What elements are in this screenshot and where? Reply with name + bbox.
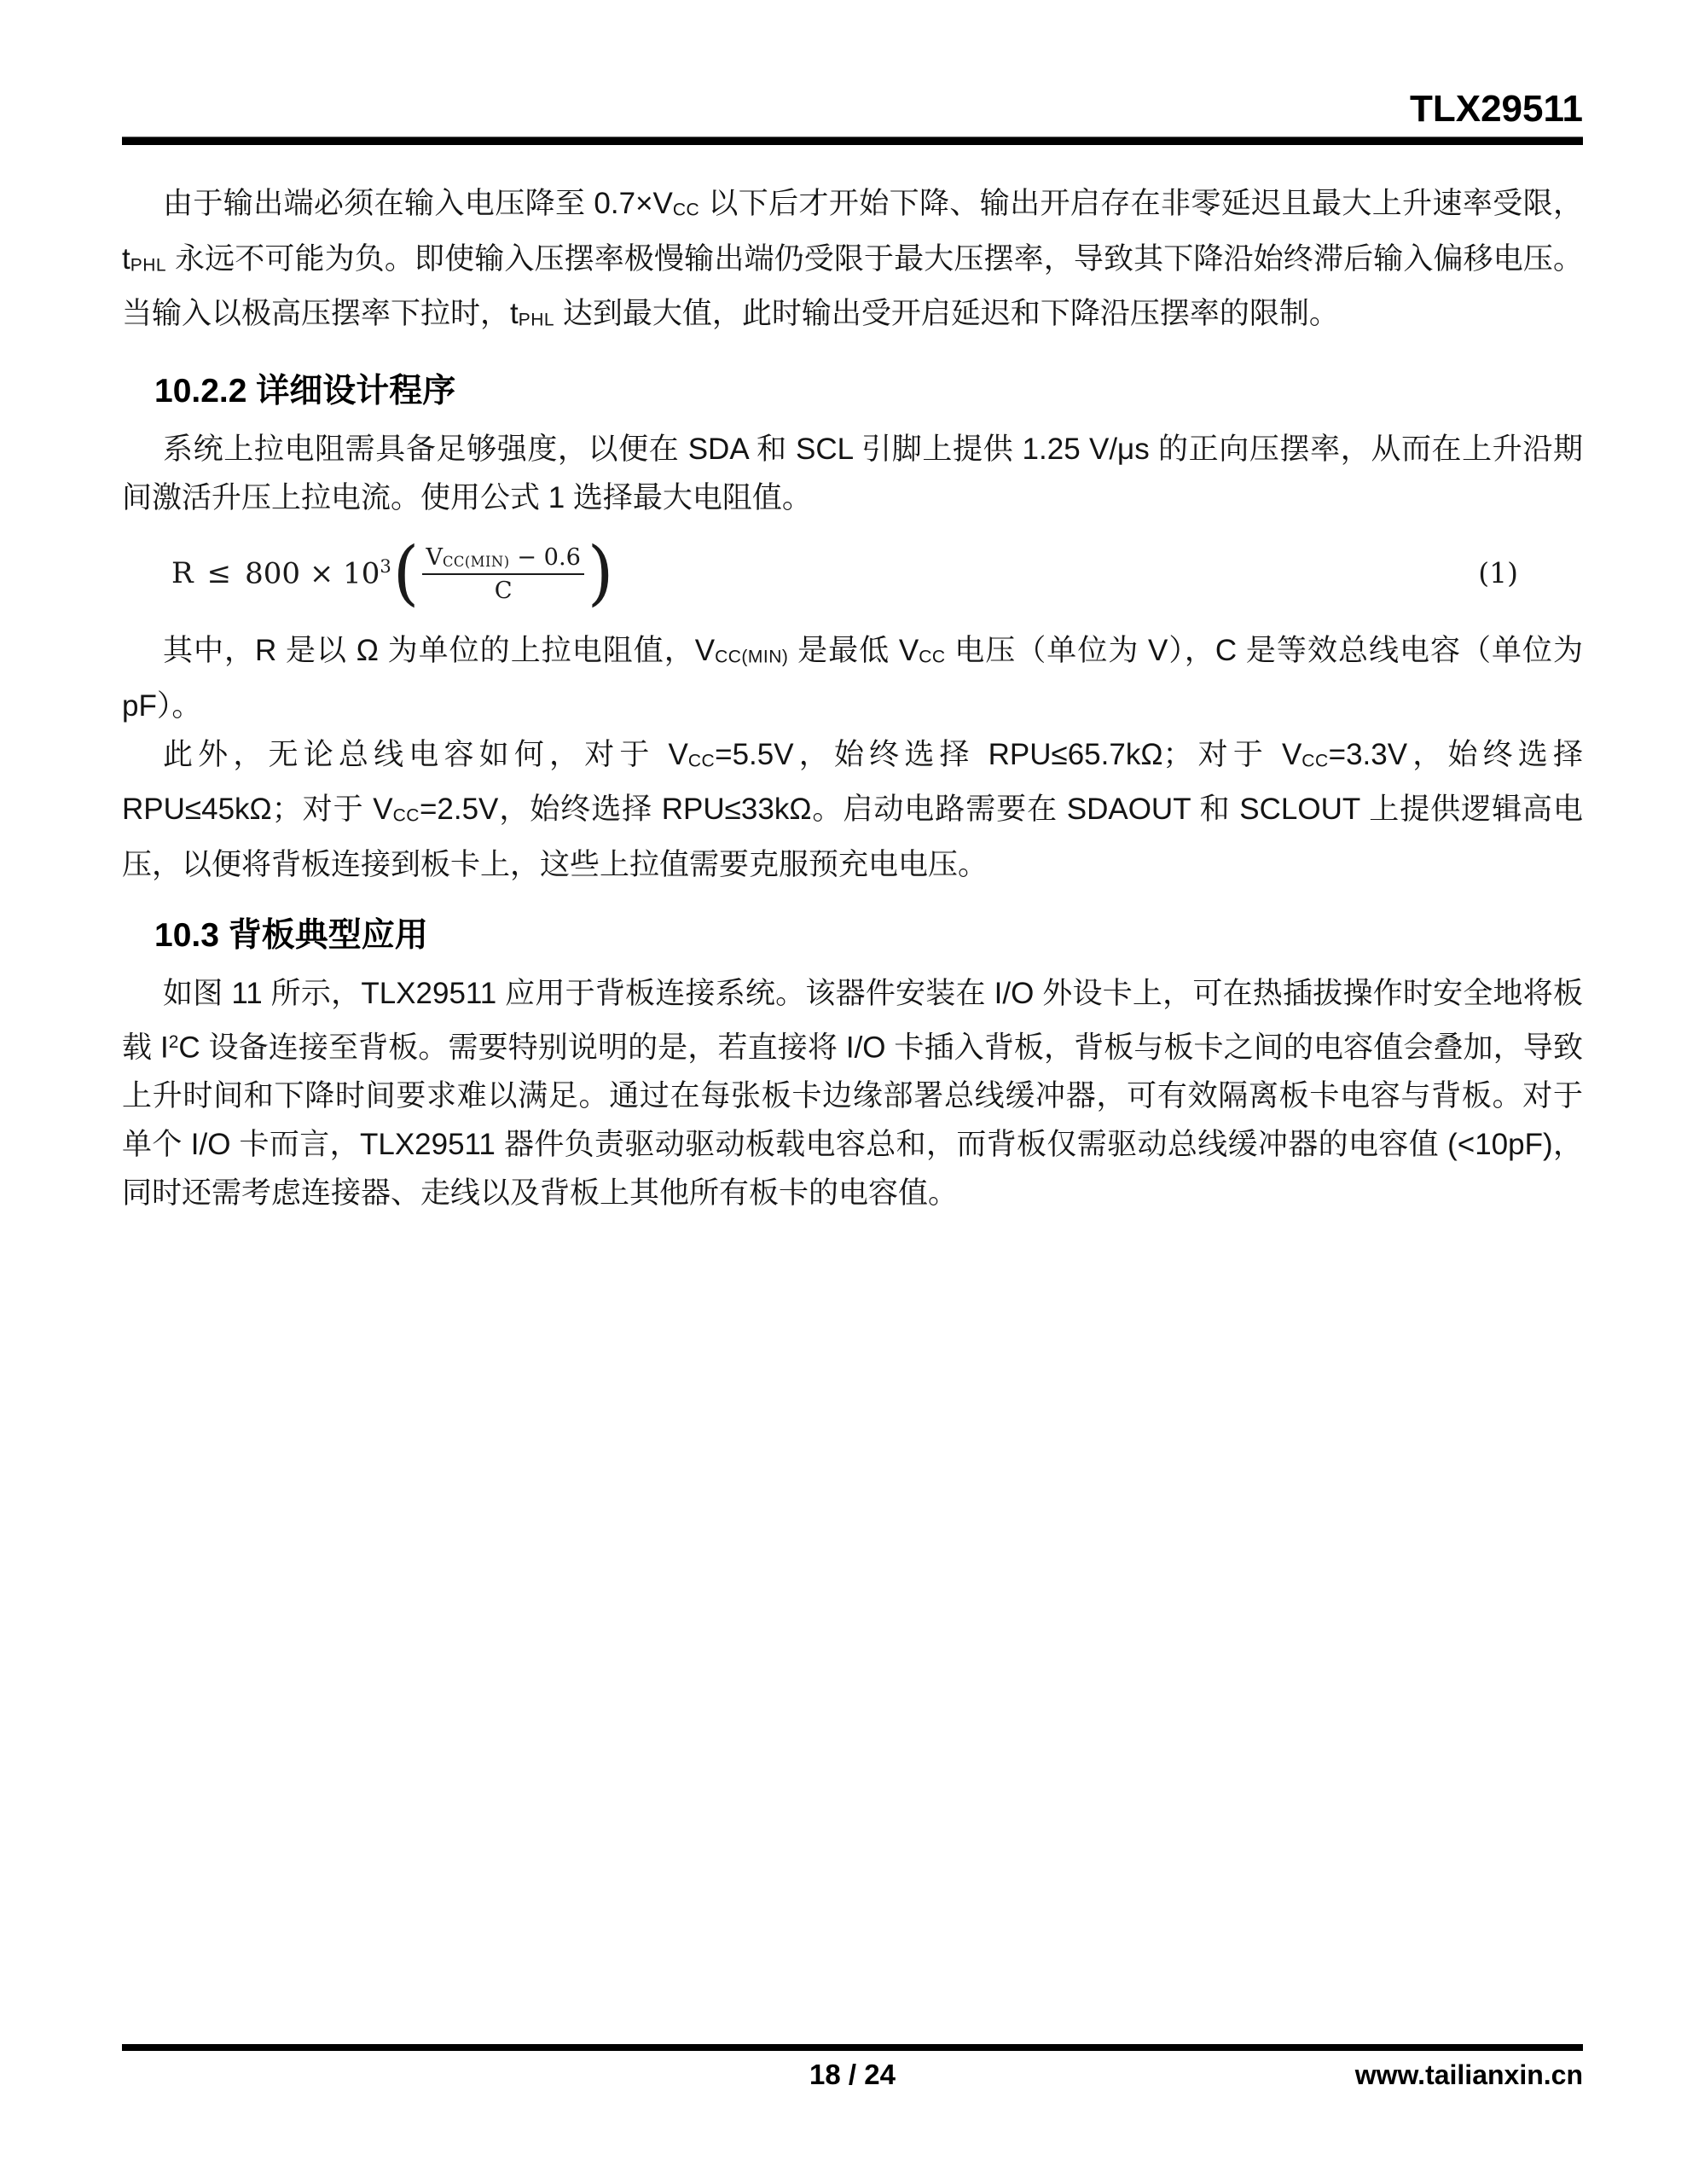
numerator-subscript: CC(MIN) xyxy=(442,553,510,570)
paragraph-rpu-limits: 此外，无论总线电容如何，对于 VCC=5.5V，始终选择 RPU≤65.7kΩ；对于 VCC=3.3V，始终选择 RPU≤45kΩ；对于 VCC=2.5V，始终选择 RPU≤33kΩ。启动电路需要在 SDAOUT 和 SCLOUT 上提供逻辑高电压，以便将背板连接到板卡上，这些上拉值需要克服预充电电压。 xyxy=(122,737,1583,881)
equation-coefficient: $800 \times 10^3$ xyxy=(245,555,391,591)
fraction-denominator: C xyxy=(494,577,513,604)
footer-row xyxy=(122,2057,1583,2093)
equation-formula: R ≤ $800 \times 10^3$ ( $\frac{\text{VCC(MIN) − 0.6}}{C}$ ) xyxy=(171,531,614,614)
section-heading-10-2-2: 10.2.2 详细设计程序 xyxy=(154,372,456,410)
equation-fraction xyxy=(422,543,584,605)
page-content xyxy=(122,0,1583,1217)
page-number: 18 / 24 xyxy=(809,2059,896,2090)
header-rule xyxy=(122,136,1583,145)
paragraph-equation-terms: 其中，R 是以 Ω 为单位的上拉电阻值，VCC(MIN) 是最低 VCC 电压（单位为 V），C 是等效总线电容（单位为 pF）。 xyxy=(122,634,1583,723)
paragraph-output-behavior: 由于输出端必须在输入电压降至 0.7×VCC 以下后才开始下降、输出开启存在非零延迟且最大上升速率受限，tPHL 永远不可能为负。即使输入压摆率极慢输出端仍受限于最大压摆率，导致其下降沿始终滞后输入偏移电压。当输入以极高压摆率下拉时，tPHL 达到最大值，此时输出受开启延迟和下降沿压摆率的限制。 xyxy=(122,187,1583,331)
equation-lhs: R xyxy=(171,555,194,590)
page-title: TLX29511 xyxy=(1409,88,1583,130)
equation-exponent: 3 xyxy=(380,555,391,577)
paragraph-pullup-strength: 系统上拉电阻需具备足够强度，以便在 SDA 和 SCL 引脚上提供 1.25 V/μs 的正向压摆率，从而在上升沿期间激活升压上拉电流。使用公式 1 选择最大电阻值。 xyxy=(122,432,1583,514)
section-heading-10-3: 10.3 背板典型应用 xyxy=(154,916,428,954)
paragraph-backplane-application: 如图 11 所示，TLX29511 应用于背板连接系统。该器件安装在 I/O 外设卡上，可在热插拔操作时安全地将板载 $I^2C$ 设备连接至背板。需要特别说明的是，若直接将 I/O 卡插入背板，背板与板卡之间的电容值会叠加，导致上升时间和下降时间要求难以满足。通过在每张板卡边缘部署总线缓冲器，可有效隔离板卡电容与背板。对于单个 I/O 卡而言，TLX29511 器件负责驱动驱动板载电容总和，而背板仅需驱动总线缓冲器的电容值 (<10pF)，同时还需考虑连接器、走线以及背板上其他所有板卡的电容值。 xyxy=(122,976,1583,1211)
footer-rule xyxy=(122,2044,1583,2051)
website-text: www.tailianxin.cn xyxy=(1354,2059,1583,2090)
equation-relation: ≤ xyxy=(206,555,232,590)
page-footer xyxy=(122,2044,1583,2093)
page-header xyxy=(122,0,1583,130)
equation-1 xyxy=(122,531,1583,614)
fraction-numerator: VCC(MIN) − 0.6 xyxy=(422,543,584,575)
equation-number: (1) xyxy=(1478,556,1518,590)
